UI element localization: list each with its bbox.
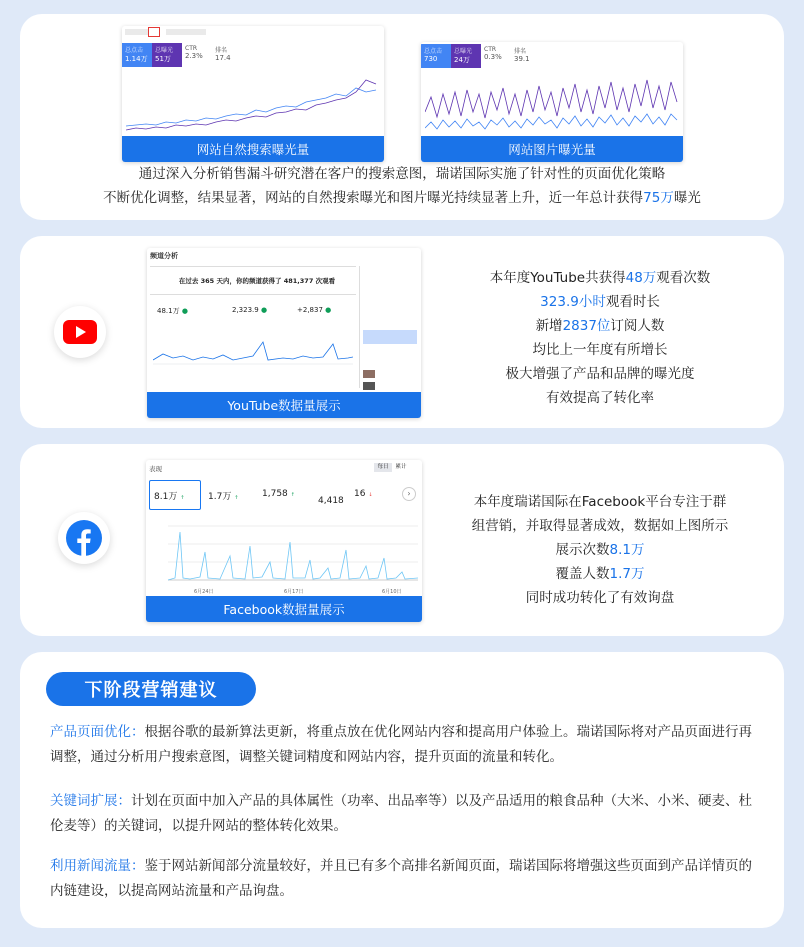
- next-steps-title: 下阶段营销建议: [46, 672, 256, 706]
- suggestion-news-traffic: 利用新闻流量：鉴于网站新闻部分流量较好，并且已有多个高排名新闻页面，瑞诺国际将增强这些页面到产品详情页的内链建设，以提高网站流量和产品询盘。: [50, 858, 752, 899]
- image-exposure-caption: 网站图片曝光量: [421, 136, 683, 162]
- facebook-impressions-chart: [150, 522, 418, 588]
- facebook-insights-screenshot: 表现 每日 累计 8.1万 ↑ 1.7万 ↑ 1,758 ↑ 4,418 16 ↓ › 6月24日 6月17日 6月10日 Facebook数据量展示: [146, 460, 422, 622]
- youtube-caption: YouTube数据量展示: [147, 392, 421, 418]
- image-exposure-chart: [425, 72, 679, 134]
- card1-description: 通过深入分析销售漏斗研究潜在客户的搜索意图，瑞诺国际实施了针对性的页面优化策略 不断优化调整，结果显著，网站的自然搜索曝光和图片曝光持续显著上升，近一年总计获得75万曝光: [103, 166, 701, 206]
- youtube-analytics-screenshot: 频道分析 在过去 365 天内，你的频道获得了 481,377 次观看 48.1万 ● 2,323.9 ● +2,837 ● YouTube数据量展示: [147, 248, 421, 418]
- card-search-exposure: [20, 14, 784, 220]
- facebook-caption: Facebook数据量展示: [146, 596, 422, 622]
- gsc-search-screenshot: 总点击 1.14万 总曝光 51万 CTR 2.3% 排名 17.4 网站自然搜索曝光量: [122, 26, 384, 162]
- search-exposure-caption: 网站自然搜索曝光量: [122, 136, 384, 162]
- youtube-views-chart: [153, 336, 353, 376]
- card-facebook: [20, 444, 784, 636]
- card2-description: 本年度YouTube共获得48万观看次数 323.9小时观看时长 新增2837位订阅人数 均比上一年度有所增长 极大增强了产品和品牌的曝光度 有效提高了转化率: [489, 270, 711, 406]
- gsc-image-screenshot: 总点击 730 总曝光 24万 CTR 0.3% 排名 39.1 网站图片曝光量: [421, 42, 683, 162]
- suggestion-keywords: 关键词扩展：计划在页面中加入产品的具体属性（功率、出品率等）以及产品适用的粮食品种（大米、小米、硬麦、杜伦麦等）的关键词，以提升网站的整体转化效果。: [50, 793, 752, 834]
- card3-description: 本年度瑞诺国际在Facebook平台专注于群 组营销，并取得显著成效，数据如上图所示 展示次数8.1万 覆盖人数1.7万 同时成功转化了有效询盘: [471, 494, 729, 606]
- search-exposure-chart: [126, 70, 380, 134]
- facebook-icon: [58, 512, 110, 564]
- card-youtube: [20, 236, 784, 428]
- youtube-icon: [54, 306, 106, 358]
- suggestion-product-page: 产品页面优化：根据谷歌的最新算法更新，将重点放在优化网站内容和提高用户体验上。瑞诺国际将对产品页面进行再调整，通过分析用户搜索意图，调整关键词精度和网站内容，提升页面的流量和转化。: [50, 724, 752, 765]
